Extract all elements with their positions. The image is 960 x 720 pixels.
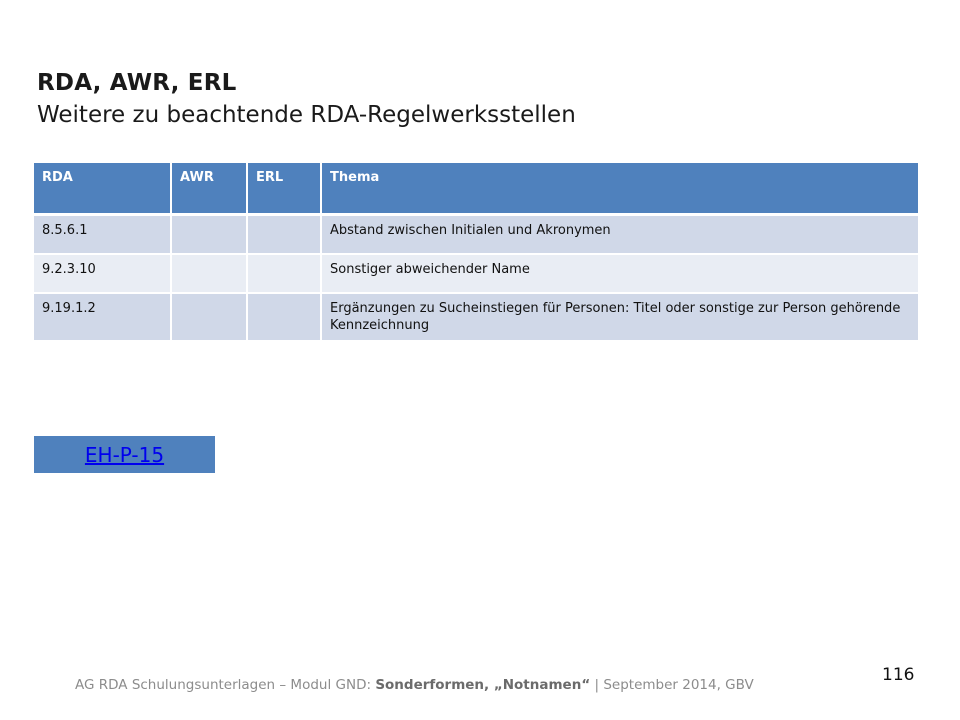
table-row — [34, 293, 918, 341]
cell-awr — [171, 293, 247, 341]
footer — [75, 677, 754, 693]
page-number: 116 — [882, 665, 915, 685]
cell-rda: 9.2.3.10 — [34, 254, 171, 293]
footer-module-name: Sonderformen, „Notnamen“ — [375, 677, 591, 693]
cell-awr — [171, 254, 247, 293]
footer-suffix: | September 2014, GBV — [590, 677, 754, 693]
header-erl: ERL — [247, 163, 321, 215]
cell-rda: 8.5.6.1 — [34, 215, 171, 255]
table-row — [34, 215, 918, 255]
slide-subtitle: Weitere zu beachtende RDA-Regelwerksstellen — [37, 102, 576, 128]
cell-erl — [247, 254, 321, 293]
cell-thema: Ergänzungen zu Sucheinstiegen für Personen: Titel oder sonstige zur Person gehörende Kennzeichnung — [321, 293, 918, 341]
table-header-row — [34, 163, 918, 215]
table-row — [34, 254, 918, 293]
rules-table — [34, 163, 918, 342]
eh-p-15-link[interactable]: EH-P-15 — [84, 442, 165, 467]
header-awr: AWR — [171, 163, 247, 215]
link-box — [34, 436, 215, 473]
cell-erl — [247, 215, 321, 255]
slide-title: RDA, AWR, ERL — [37, 70, 237, 96]
header-thema: Thema — [321, 163, 918, 215]
cell-thema: Sonstiger abweichender Name — [321, 254, 918, 293]
cell-thema: Abstand zwischen Initialen und Akronymen — [321, 215, 918, 255]
footer-prefix: AG RDA Schulungsunterlagen – Modul GND: — [75, 677, 376, 693]
cell-erl — [247, 293, 321, 341]
header-rda: RDA — [34, 163, 171, 215]
cell-rda: 9.19.1.2 — [34, 293, 171, 341]
cell-awr — [171, 215, 247, 255]
